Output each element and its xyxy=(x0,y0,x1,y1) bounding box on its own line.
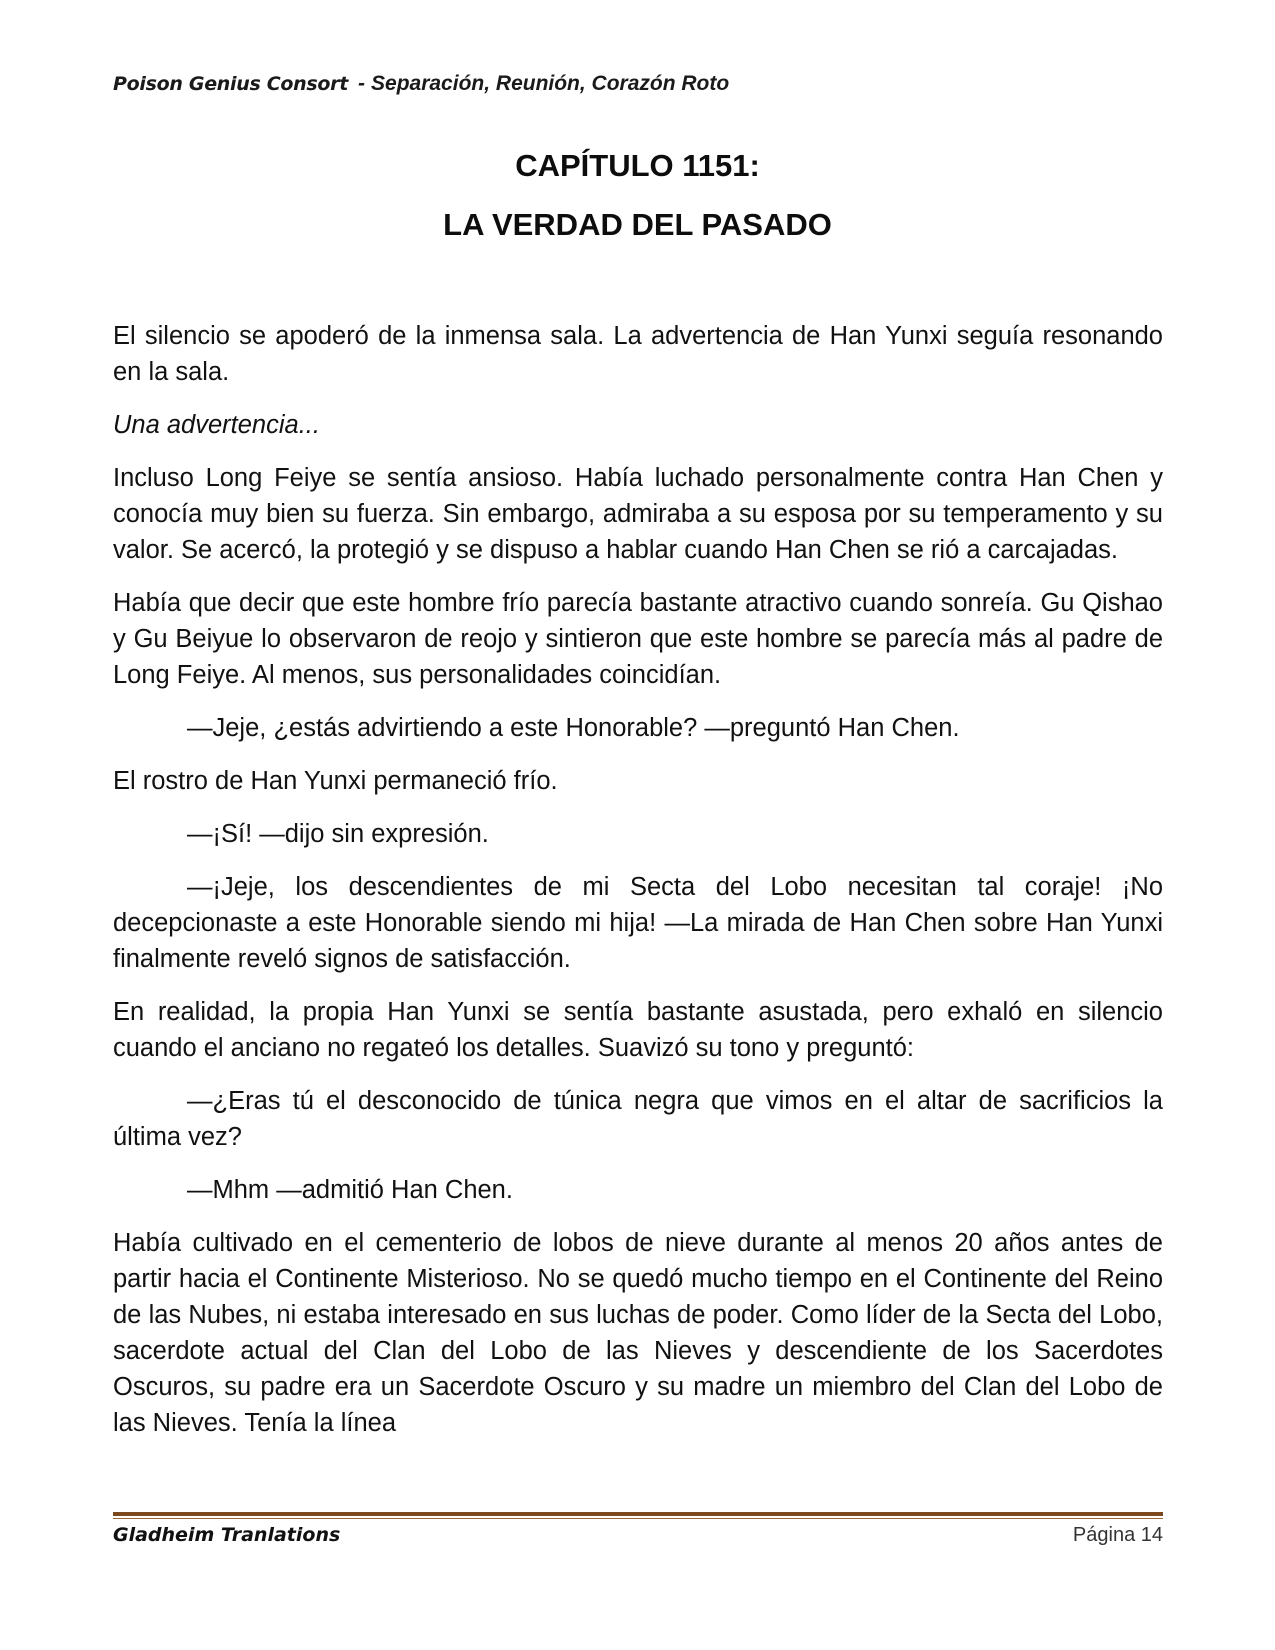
paragraph: En realidad, la propia Han Yunxi se sentía bastante asustada, pero exhaló en silencio cuando el anciano no regateó los detalles. Suavizó su tono y preguntó: xyxy=(113,998,1163,1062)
dialogue-paragraph: —Mhm —admitió Han Chen. xyxy=(187,1176,513,1204)
dialogue-paragraph: —Jeje, ¿estás advirtiendo a este Honorable? —preguntó Han Chen. xyxy=(187,714,960,742)
dialogue-paragraph: —¿Eras tú el desconocido de túnica negra que vimos en el altar de sacrificios la última vez? xyxy=(113,1087,1163,1151)
paragraph: Había cultivado en el cementerio de lobos de nieve durante al menos 20 años antes de partir hacia el Continente Misterioso. No se quedó mucho tiempo en el Continente del Reino de las Nubes, ni estaba interesado en sus luchas de poder. Como líder de la Secta del Lobo, sacerdote actual del Clan del Lobo de las Nieves y descendiente de los Sacerdotes Oscuros, su padre era un Sacerdote Oscuro y su madre un miembro del Clan del Lobo de las Nieves. Tenía la línea xyxy=(113,1229,1163,1437)
footer-divider-thick xyxy=(113,1512,1163,1516)
publisher-name: Gladheim Tranlations xyxy=(113,1524,341,1546)
paragraph: Incluso Long Feiye se sentía ansioso. Había luchado personalmente contra Han Chen y conocía muy bien su fuerza. Sin embargo, admiraba a su esposa por su temperamento y su valor. Se acercó, la protegió y se dispuso a hablar cuando Han Chen se rió a carcajadas. xyxy=(113,464,1163,564)
dialogue-paragraph: —¡Jeje, los descendientes de mi Secta del Lobo necesitan tal coraje! ¡No decepcionaste a este Honorable siendo mi hija! —La mirada de Han Chen sobre Han Yunxi finalmente reveló signos de satisfacción. xyxy=(113,873,1163,973)
chapter-number: CAPÍTULO 1151: xyxy=(515,148,760,183)
book-title: Poison Genius Consort xyxy=(113,73,349,95)
paragraph: El silencio se apoderó de la inmensa sala. La advertencia de Han Yunxi seguía resonando en la sala. xyxy=(113,322,1163,386)
paragraph: Una advertencia... xyxy=(113,411,320,439)
footer-divider-thin xyxy=(113,1518,1163,1519)
chapter-body xyxy=(113,318,1163,1458)
footer-divider xyxy=(113,1512,1163,1522)
paragraph: El rostro de Han Yunxi permaneció frío. xyxy=(113,767,558,795)
running-header xyxy=(113,72,729,96)
dialogue-paragraph: —¡Sí! —dijo sin expresión. xyxy=(187,820,489,848)
chapter-title: LA VERDAD DEL PASADO xyxy=(443,207,832,242)
page-number: Página 14 xyxy=(1072,1524,1163,1546)
arc-title: Separación, Reunión, Corazón Roto xyxy=(371,72,730,95)
header-separator: - xyxy=(358,72,366,95)
paragraph: Había que decir que este hombre frío parecía bastante atractivo cuando sonreía. Gu Qishao y Gu Beiyue lo observaron de reojo y sintieron que este hombre se parecía más al padre de Long Feiye. Al menos, sus personalidades coincidían. xyxy=(113,589,1163,689)
